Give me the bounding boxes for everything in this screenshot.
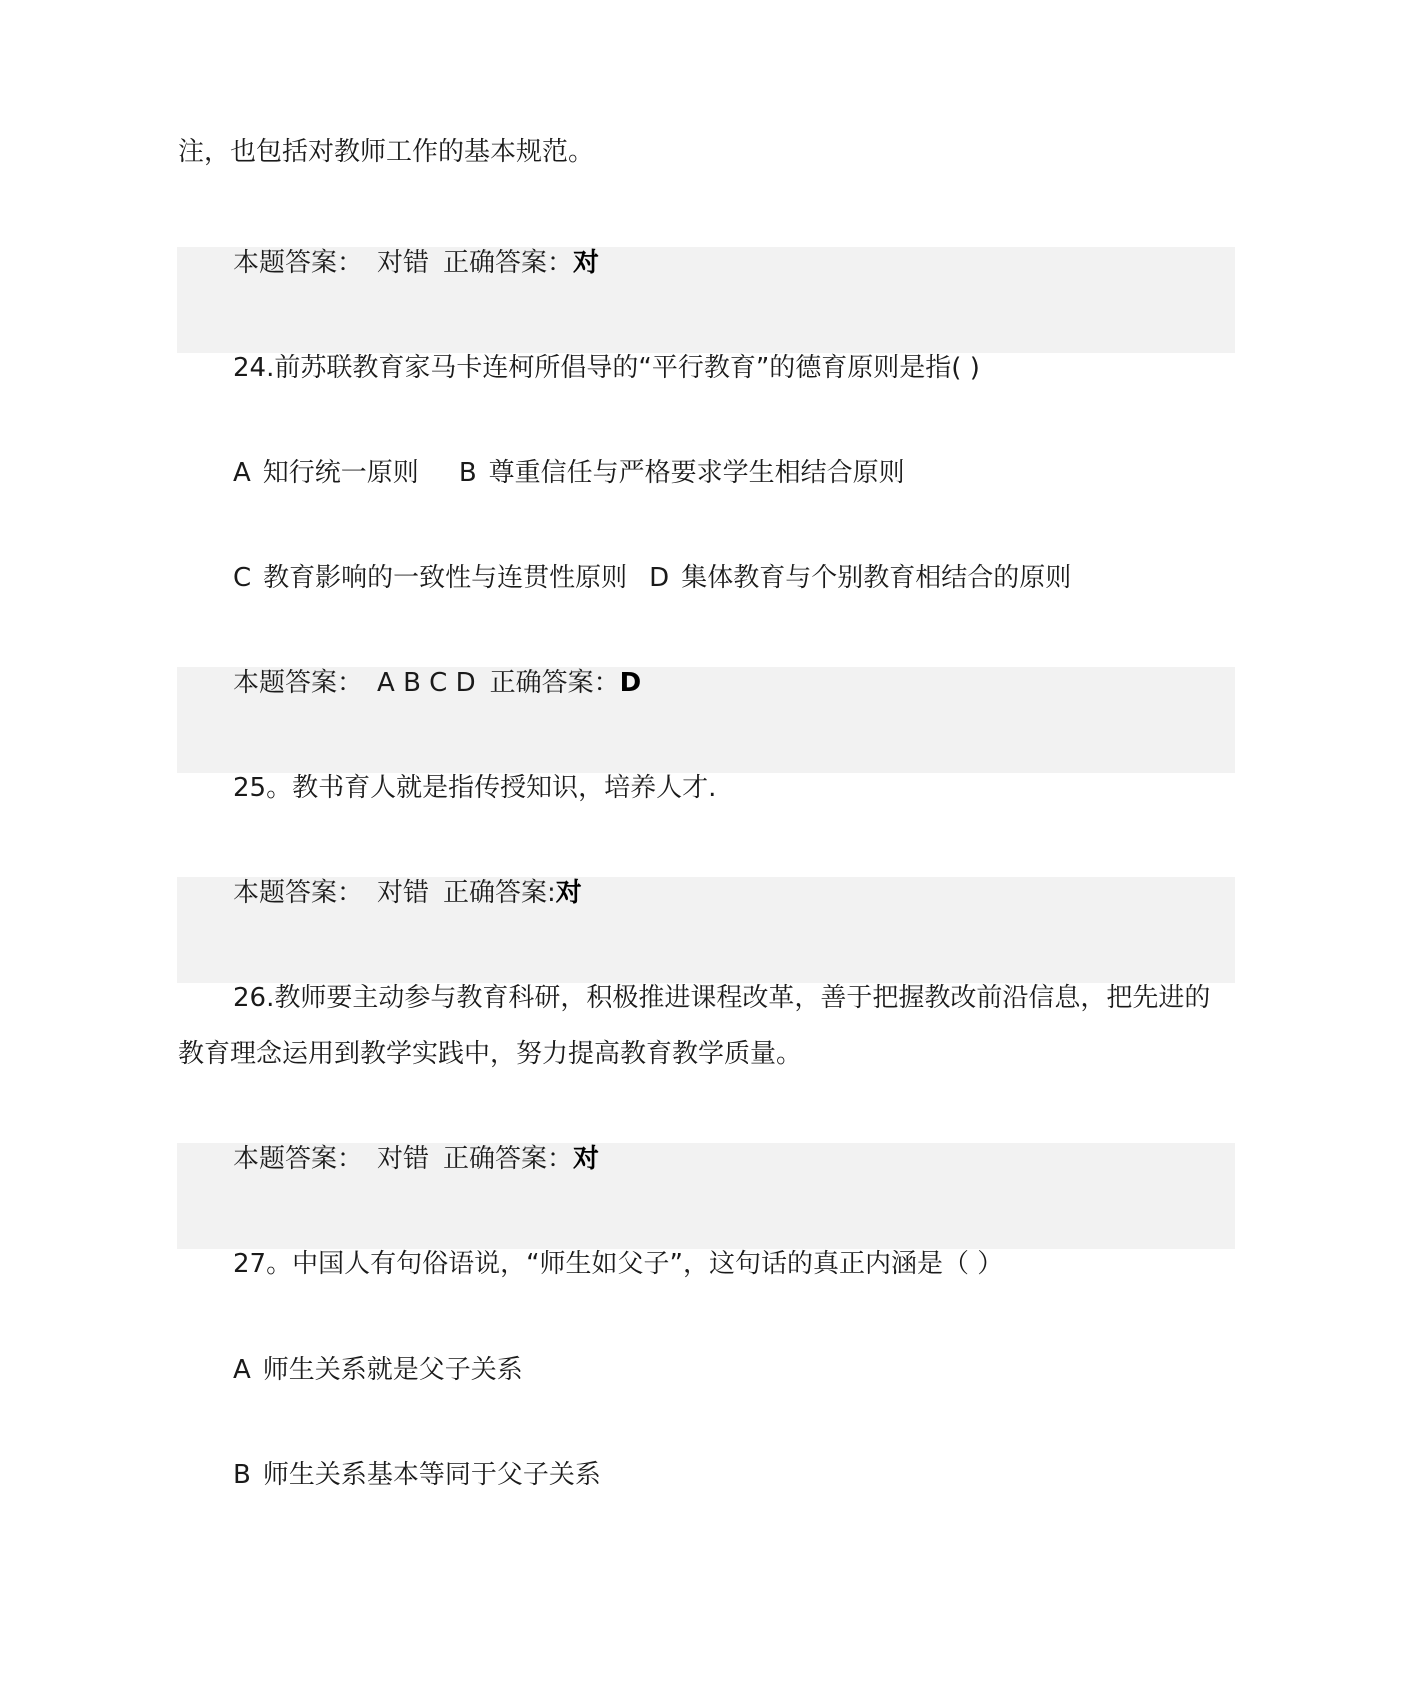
option-letter: D [649, 563, 670, 593]
option-letter: C [233, 563, 252, 593]
option-letter: B [458, 458, 477, 488]
question-stem: 24.前苏联教育家马卡连柯所倡导的“平行教育”的德育原则是指( ) [233, 353, 980, 383]
correct-answer: 对 [573, 248, 600, 278]
options-row [233, 558, 1071, 598]
answer-line [233, 243, 599, 283]
answer-options: 对错 [377, 248, 430, 278]
question-stem: 26.教师要主动参与教育科研，积极推进课程改革，善于把握教改前沿信息，把先进的 [233, 983, 1211, 1013]
option-letter: A [233, 458, 251, 488]
option-text: 尊重信任与严格要求学生相结合原则 [488, 458, 905, 488]
options-row [233, 1350, 523, 1390]
option-letter: A [233, 1355, 251, 1385]
options-row [233, 453, 905, 493]
answer-line [233, 873, 582, 913]
correct-answer: 对 [573, 1144, 600, 1174]
answer-line [233, 1139, 599, 1179]
correct-label: 正确答案: [443, 878, 556, 908]
question-stem-continued: 教育理念运用到教学实践中，努力提高教育教学质量。 [178, 1039, 803, 1069]
correct-answer: 对 [555, 878, 582, 908]
question-stem: 25。教书育人就是指传授知识，培养人才. [233, 773, 717, 803]
option-text: 集体教育与个别教育相结合的原则 [681, 563, 1072, 593]
option-letter: B [233, 1460, 251, 1490]
answer-options: 对错 [377, 878, 430, 908]
option-text: 教育影响的一致性与连贯性原则 [263, 563, 628, 593]
answer-label: 本题答案： [233, 668, 364, 698]
option-text: 师生关系就是父子关系 [262, 1355, 523, 1385]
options-row [233, 1455, 601, 1495]
answer-options: 对错 [377, 1144, 430, 1174]
answer-label: 本题答案： [233, 248, 364, 278]
question-stem: 27。中国人有句俗语说，“师生如父子”，这句话的真正内涵是（ ） [233, 1249, 1004, 1279]
answer-label: 本题答案： [233, 878, 364, 908]
correct-answer: D [619, 668, 642, 698]
correct-label: 正确答案： [443, 1144, 574, 1174]
option-text: 知行统一原则 [262, 458, 419, 488]
option-text: 师生关系基本等同于父子关系 [262, 1460, 601, 1490]
answer-options: A B C D [377, 668, 476, 698]
continuation-text: 注，也包括对教师工作的基本规范。 [178, 137, 595, 167]
correct-label: 正确答案： [443, 248, 574, 278]
answer-label: 本题答案： [233, 1144, 364, 1174]
correct-label: 正确答案： [489, 668, 620, 698]
answer-line [233, 663, 641, 703]
